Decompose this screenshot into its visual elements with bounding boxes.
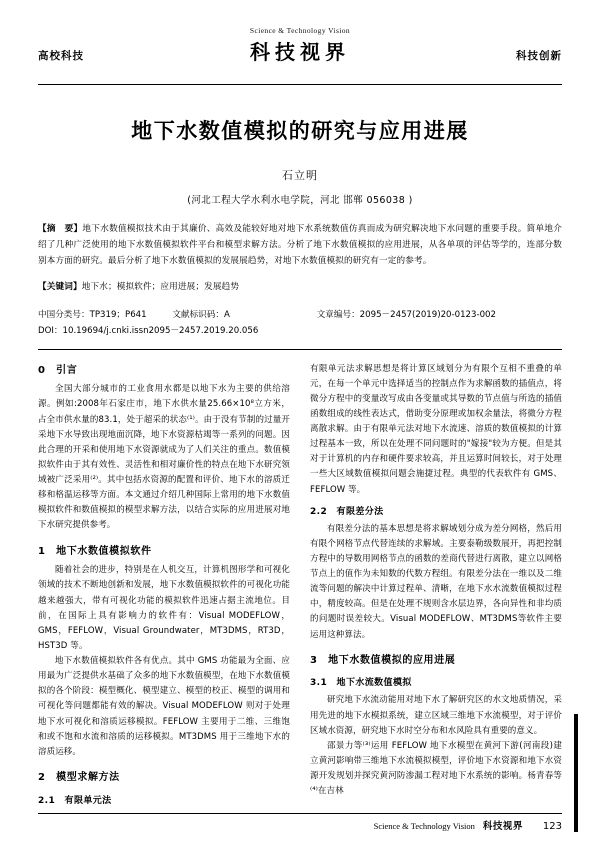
column-left (38, 362, 290, 811)
paragraph: 随着社会的进步，特别是在人机交互，计算机图形学和可视化领域的技术不断地创新和发展，地下水数值模拟软件的可视化功能越来越强大，带有可视化功能的模拟软件迅速占据主流地位。目前，在国际上具有影响力的软件有：Visual MODEFLOW，GMS，FEFLOW，Visual Groundwater，MT3DMS，RT3D，HST3D 等。 (38, 565, 290, 651)
header-section-right: 科技创新 (516, 50, 562, 62)
doc-value: A (223, 309, 230, 320)
footer-journal-en: Science & Technology Vision (373, 821, 475, 831)
author-name: 石立明 (282, 169, 318, 182)
journal-title-en: Science & Technology Vision (249, 26, 351, 35)
paragraph: 有限单元法求解思想是将计算区域划分为有限个互相不重叠的单元，在每一个单元中选择适当的控制点作为求解函数的插值点，将微分方程中的变量改写成由各变量或其导数的节点值与所选的插值函数组成的线性表达式，借助变分原理或加权余量法，将微分方程离散求解。由于有限单元法对地下水流速、溶质的数值模拟的计算过程基本一致，所以在处理不同问题时的"嫁接"较为方便。但是其对于计算机的内存和硬件要求较高，并且运算时间较长，对于处理一些大区域数值模拟问题会施捷过程。典型的代表软件有 GMS、FEFLOW 等。 (310, 363, 562, 495)
section-heading: 3 地下水数值模拟的应用进展 (310, 654, 456, 666)
page-footer (38, 813, 562, 832)
abstract-label: 【摘 要】 (38, 224, 83, 234)
doc-label: 文献标识码： (172, 309, 224, 320)
footer-journal-cn: 科技视界 (482, 821, 523, 832)
article-body (38, 362, 562, 811)
subsection-heading: 2.2 有限差分法 (310, 506, 384, 517)
clc-and-doc (38, 308, 230, 323)
article-number (317, 308, 562, 323)
article-number-label: 文章编号： (316, 309, 360, 320)
author-affiliation: (河北工程大学水利水电学院，河北 邯郸 056038 ) (187, 195, 413, 206)
page-title: 地下水数值模拟的研究与应用进展 (131, 119, 469, 143)
page-number: 123 (542, 821, 562, 832)
column-right (310, 362, 562, 811)
journal-title-cn: 科技视界 (250, 40, 350, 64)
section-heading: 2 模型求解方法 (38, 771, 120, 783)
doi: DOI：10.19694/j.cnki.issn2095－2457.2019.20.056 (38, 326, 259, 337)
clc-label: 中国分类号： (38, 309, 90, 320)
keywords-label: 【关键词】 (38, 281, 82, 292)
paragraph: 有限差分法的基本思想是将求解域划分成为差分网格，然后用有限个网格节点代替连续的求解域。主要泰勒级数展开，再把控制方程中的导数用网格节点的函数的差商代替进行离散，建立以网格节点上的值作为未知数的代数方程组。有限差分法在一维以及二维流等问题的解决中计算过程单、清晰，在地下水水流数值模拟过程中，精度较高。但是在处理不规则含水层边界，各向异性和非均质的问题时误差较大。Visual MODEFLOW、MT3DMS等软件主要运用这种算法。 (310, 523, 562, 640)
paragraph: 研究地下水流动能用对地下水了解研究区的水文地质情况，采用先进的地下水模拟系统，建立区域三维地下水流模型，对于评价区域水资源，研究地下水时空分布和水风险具有重要的意义。 (310, 695, 562, 736)
paragraph: 邵景力等⁽³⁾运用 FEFLOW 地下水模型在黄河下游(河南段)建立黄河影响带三维地下水流模拟模型，评价地下水资源和地下水资源开发规划并探究黄河防渗漏工程对地下水系统的影响。杨青春等⁽⁴⁾在吉林 (310, 740, 562, 797)
keywords-block (38, 280, 562, 296)
article-metadata (38, 308, 562, 340)
article-number-value: 2095－2457(2019)20-0123-002 (359, 309, 496, 320)
subsection-heading: 3.1 地下水流数值模拟 (310, 678, 412, 689)
section-heading: 0 引言 (38, 364, 78, 376)
clc-value: TP319；P641 (89, 309, 147, 320)
abstract-text: 地下水数值模拟技术由于其廉价、高效及能较好地对地下水系统数值仿真而成为研究解决地下水问题的重要手段。简单地介绍了几种广泛使用的地下水数值模拟软件平台和模型求解方法。分析了地下水数值模拟的应用进展，从各单项的评估等学的，连部分数别本方面的研究。最后分析了地下水数值模拟的发展展趋势，对地下水数值模拟的研究有一定的参考。 (38, 224, 562, 266)
paragraph: 地下水数值模拟软件各有优点。其中 GMS 功能最为全面、应用最为广泛提供水基础了众多的地下水数值模型，在地下水数值模拟的各个阶段：模型概化、模型建立、模型的校正、模型的调用和可视化等问题都能有效的解决。Visual MODEFLOW 则对于处理地下水可视化和溶质运移模拟。FEFLOW 主要用于二维、三维饱和或不饱和水流和溶质的运移模拟。MT3DMS 用于三维地下水的溶质运移。 (38, 656, 290, 757)
abstract-block (38, 222, 562, 270)
section-heading: 1 地下水数值模拟软件 (38, 545, 152, 557)
header-section-left: 高校科技 (38, 50, 84, 62)
header-divider (38, 84, 562, 85)
edge-marker (574, 714, 578, 832)
keywords-text: 地下水；模拟软件；应用进展；发展趋势 (81, 281, 240, 292)
masthead (38, 26, 562, 78)
footer-divider (38, 813, 562, 814)
subsection-heading: 2.1 有限单元法 (38, 795, 112, 806)
paragraph: 全国大部分城市的工业食用水都是以地下水为主要的供给溶源。例如:2008年石家庄市，地下水供水量25.66×10⁸立方米，占全市供水量的83.1，处于超采的状态⁽¹⁾。由于没有节制的过量开采地下水导致出现地面沉降，地下水资源枯竭等一系列的问题。因此合理的开采和使用地下水资源就成为了人们关注的重点。数值模拟软件由于其有效性、灵活性和相对廉价性的特点在地下水研究领域被广泛采用⁽²⁾。其中包括水资源的配置和评价、地下水的溶质迁移和格温运移等方面。本文通过介绍几种国际上常用的地下水数值模拟软件和数值模拟的模型求解方法，以结合实际的应用进展对地下水研究提供参考。 (38, 384, 290, 531)
meta-divider (38, 349, 562, 350)
